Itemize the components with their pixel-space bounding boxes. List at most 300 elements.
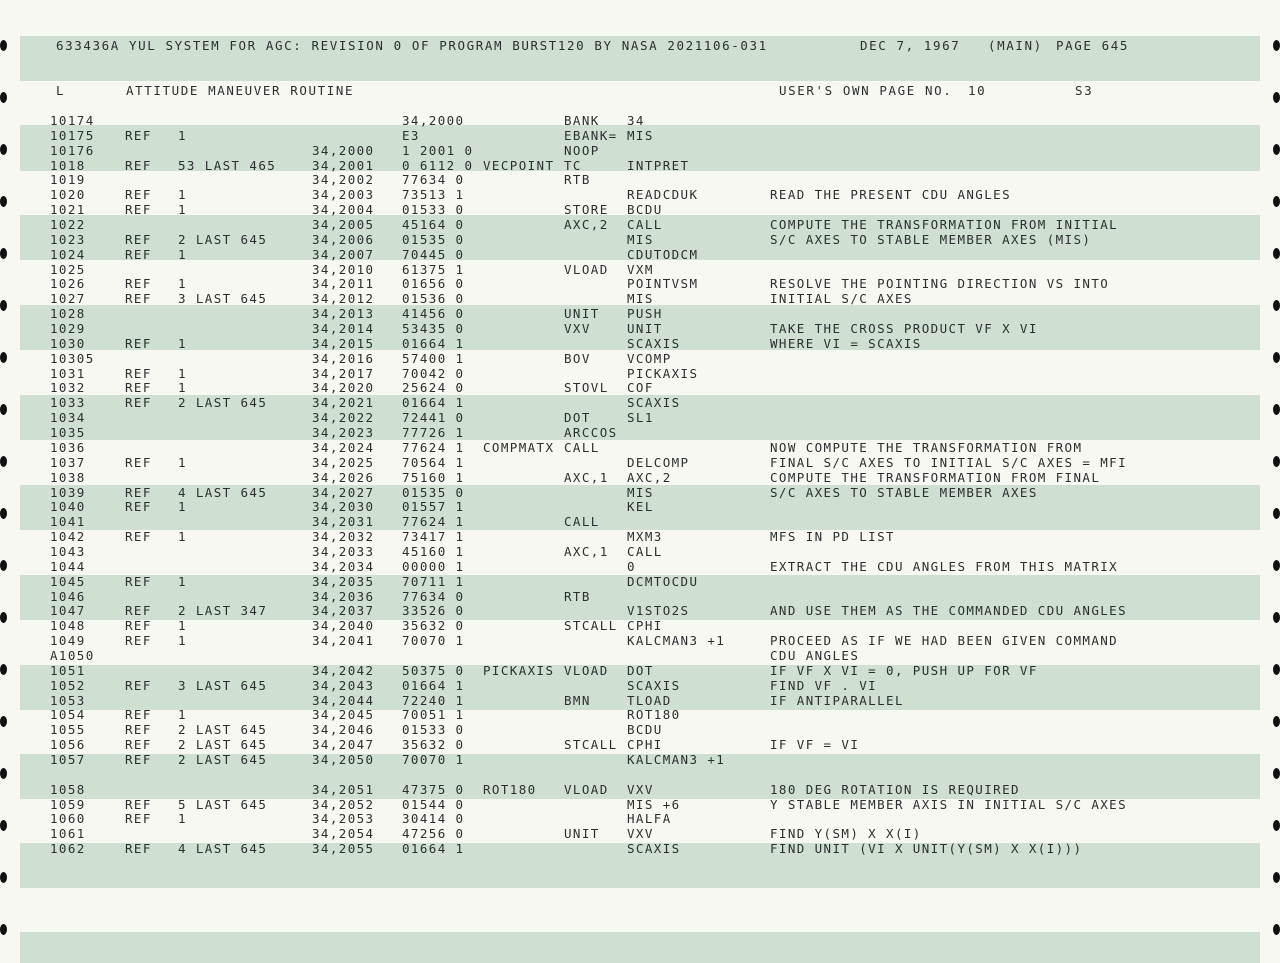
ref-marker: REF: [125, 484, 152, 500]
ref-marker: REF: [125, 677, 152, 693]
address: 34,2005: [312, 217, 375, 233]
ref-count: 2 LAST 347: [178, 603, 268, 619]
octal-word: 41456 0: [402, 306, 465, 322]
line-number: 1019: [50, 172, 86, 188]
listing-row: [0, 456, 1280, 471]
listing-row: [0, 411, 1280, 426]
line-number: 1044: [50, 558, 86, 574]
opcode: BANK: [564, 113, 600, 128]
ref-count: 4 LAST 645: [178, 484, 268, 500]
listing-row: [0, 367, 1280, 382]
operand: CDUTODCM: [627, 246, 699, 262]
operand: PICKAXIS: [627, 365, 699, 381]
comment: S/C AXES TO STABLE MEMBER AXES: [770, 484, 1038, 500]
listing-row: [0, 694, 1280, 709]
ref-count: 1: [178, 573, 187, 589]
ref-marker: REF: [125, 737, 152, 753]
header-date: DEC 7, 1967: [860, 38, 961, 53]
opcode: STCALL: [564, 618, 618, 634]
ref-count: 1: [178, 633, 187, 649]
octal-word: 77634 0: [402, 172, 465, 188]
line-number: 1057: [50, 751, 86, 767]
address: 34,2017: [312, 365, 375, 381]
line-number: 1039: [50, 484, 86, 500]
line-number: 1029: [50, 321, 86, 337]
address: 34,2031: [312, 514, 375, 530]
opcode: ARCCOS: [564, 425, 618, 441]
octal-word: 61375 1: [402, 261, 465, 277]
ref-marker: REF: [125, 618, 152, 634]
comment: RESOLVE THE POINTING DIRECTION VS INTO: [770, 276, 1110, 292]
address: 34,2011: [312, 276, 375, 292]
operand: UNIT: [627, 321, 663, 337]
octal-word: 01664 1: [402, 677, 465, 693]
address: 34,2014: [312, 321, 375, 337]
operand: 0: [627, 558, 636, 574]
line-number: 1042: [50, 529, 86, 545]
operand: DOT: [627, 662, 654, 678]
address: 34,2010: [312, 261, 375, 277]
octal-word: 72240 1: [402, 692, 465, 708]
comment: FIND UNIT (VI X UNIT(Y(SM) X X(I))): [770, 841, 1083, 857]
listing-row: [0, 753, 1280, 768]
symbol-label: COMPMATX: [483, 439, 555, 455]
listing-row: [0, 679, 1280, 694]
address: 34,2033: [312, 543, 375, 559]
listing-row: [0, 277, 1280, 292]
octal-word: 77634 0: [402, 588, 465, 604]
octal-word: 77624 1: [402, 439, 465, 455]
octal-word: 70711 1: [402, 573, 465, 589]
ref-marker: REF: [125, 499, 152, 515]
opcode: BOV: [564, 350, 591, 366]
line-number: A1050: [50, 647, 95, 663]
listing-row: [0, 203, 1280, 218]
listing-row: [0, 604, 1280, 619]
line-number: 1048: [50, 618, 86, 634]
line-number: 10176: [50, 142, 95, 158]
listing-row: [0, 812, 1280, 827]
user-page-number: 10: [968, 83, 987, 98]
ref-count: 3 LAST 645: [178, 677, 268, 693]
operand: KEL: [627, 499, 654, 515]
paper-band: [20, 932, 1260, 963]
line-number: 1020: [50, 187, 86, 203]
operand: ROT180: [627, 707, 681, 723]
octal-word: 53435 0: [402, 321, 465, 337]
user-page-label: USER'S OWN PAGE NO.: [779, 83, 953, 98]
line-number: 1051: [50, 662, 86, 678]
symbol-label: ROT180: [483, 781, 537, 797]
listing-row: [0, 486, 1280, 501]
ref-marker: REF: [125, 157, 152, 173]
octal-word: 0 6112 0: [402, 157, 474, 173]
octal-word: 01557 1: [402, 499, 465, 515]
comment: CDU ANGLES: [770, 647, 860, 663]
ref-count: 5 LAST 645: [178, 796, 268, 812]
opcode: VLOAD: [564, 261, 609, 277]
octal-word: 77624 1: [402, 514, 465, 530]
listing-row: [0, 159, 1280, 174]
ref-count: 2 LAST 645: [178, 722, 268, 738]
line-number: 1021: [50, 202, 86, 218]
octal-word: 57400 1: [402, 350, 465, 366]
address: 34,2012: [312, 291, 375, 307]
comment: IF ANTIPARALLEL: [770, 692, 904, 708]
opcode: CALL: [564, 514, 600, 530]
listing-row: [0, 634, 1280, 649]
operand: CALL: [627, 217, 663, 233]
address: 34,2030: [312, 499, 375, 515]
line-number: 1040: [50, 499, 86, 515]
ref-marker: REF: [125, 633, 152, 649]
address: 34,2053: [312, 811, 375, 827]
listing-row: [0, 471, 1280, 486]
octal-word: 70564 1: [402, 454, 465, 470]
ref-marker: REF: [125, 707, 152, 723]
line-number: 1058: [50, 781, 86, 797]
header-main: (MAIN): [988, 38, 1043, 53]
routine-title: ATTITUDE MANEUVER ROUTINE: [126, 83, 355, 98]
line-number: 1055: [50, 722, 86, 738]
address: 34,2004: [312, 202, 375, 218]
line-number: 1059: [50, 796, 86, 812]
comment: NOW COMPUTE THE TRANSFORMATION FROM: [770, 439, 1083, 455]
line-number: 1052: [50, 677, 86, 693]
address: 34,2052: [312, 796, 375, 812]
octal-word: 35632 0: [402, 737, 465, 753]
operand: VCOMP: [627, 350, 672, 366]
octal-word: 70051 1: [402, 707, 465, 723]
operand: MIS: [627, 484, 654, 500]
ref-marker: REF: [125, 380, 152, 396]
line-number: 1041: [50, 514, 86, 530]
comment: 180 DEG ROTATION IS REQUIRED: [770, 781, 1020, 797]
ref-marker: REF: [125, 365, 152, 381]
ref-count: 1: [178, 246, 187, 262]
line-number: 1031: [50, 365, 86, 381]
listing-row: [0, 649, 1280, 664]
operand: COF: [627, 380, 654, 396]
octal-word: 34,2000: [402, 113, 465, 128]
octal-word: 70070 1: [402, 751, 465, 767]
line-number: 1028: [50, 306, 86, 322]
opcode: DOT: [564, 410, 591, 426]
address: 34,2035: [312, 573, 375, 589]
ref-marker: REF: [125, 722, 152, 738]
comment: COMPUTE THE TRANSFORMATION FROM FINAL: [770, 469, 1101, 485]
operand: MXM3: [627, 529, 663, 545]
opcode: VXV: [564, 321, 591, 337]
ref-count: 1: [178, 365, 187, 381]
operand: MIS: [627, 291, 654, 307]
line-number: 1054: [50, 707, 86, 723]
line-number: 1047: [50, 603, 86, 619]
line-number: 10305: [50, 350, 95, 366]
operand: CPHI: [627, 618, 663, 634]
operand: SCAXIS: [627, 395, 681, 411]
ref-count: 2 LAST 645: [178, 231, 268, 247]
address: 34,2022: [312, 410, 375, 426]
line-number: 1023: [50, 231, 86, 247]
address: 34,2036: [312, 588, 375, 604]
address: 34,2032: [312, 529, 375, 545]
opcode: VLOAD: [564, 662, 609, 678]
line-number: 1061: [50, 826, 86, 842]
ref-count: 1: [178, 380, 187, 396]
octal-word: 01664 1: [402, 395, 465, 411]
comment: INITIAL S/C AXES: [770, 291, 913, 307]
comment: COMPUTE THE TRANSFORMATION FROM INITIAL: [770, 217, 1119, 233]
line-number: 1062: [50, 841, 86, 857]
listing-row: [0, 173, 1280, 188]
address: 34,2013: [312, 306, 375, 322]
operand: SL1: [627, 410, 654, 426]
line-number: 1038: [50, 469, 86, 485]
line-number: 1024: [50, 246, 86, 262]
listing-row: [0, 842, 1280, 857]
operand: PUSH: [627, 306, 663, 322]
operand: MIS: [627, 231, 654, 247]
listing-row: [0, 381, 1280, 396]
octal-word: 45160 1: [402, 543, 465, 559]
octal-word: 47256 0: [402, 826, 465, 842]
address: 34,2026: [312, 469, 375, 485]
address: 34,2040: [312, 618, 375, 634]
line-number: 1049: [50, 633, 86, 649]
line-number: 1046: [50, 588, 86, 604]
octal-word: 33526 0: [402, 603, 465, 619]
listing-row: [0, 337, 1280, 352]
listing-row: [0, 144, 1280, 159]
ref-marker: REF: [125, 529, 152, 545]
operand: CPHI: [627, 737, 663, 753]
opcode: AXC,2: [564, 217, 609, 233]
octal-word: 25624 0: [402, 380, 465, 396]
ref-count: 1: [178, 202, 187, 218]
operand: MIS: [627, 127, 654, 143]
operand: MIS +6: [627, 796, 681, 812]
operand: SCAXIS: [627, 335, 681, 351]
operand: SCAXIS: [627, 677, 681, 693]
line-number: 10175: [50, 127, 95, 143]
octal-word: 70445 0: [402, 246, 465, 262]
operand: READCDUK: [627, 187, 699, 203]
opcode: STORE: [564, 202, 609, 218]
listing-row: [0, 441, 1280, 456]
octal-word: 01535 0: [402, 484, 465, 500]
address: 34,2015: [312, 335, 375, 351]
operand: VXV: [627, 781, 654, 797]
line-number: 1018: [50, 157, 86, 173]
opcode: EBANK=: [564, 127, 618, 143]
address: 34,2055: [312, 841, 375, 857]
ref-count: 1: [178, 127, 187, 143]
ref-marker: REF: [125, 811, 152, 827]
address: 34,2020: [312, 380, 375, 396]
address: 34,2041: [312, 633, 375, 649]
octal-word: 01536 0: [402, 291, 465, 307]
listing-row: [0, 590, 1280, 605]
listing-row: [0, 798, 1280, 813]
ref-marker: REF: [125, 202, 152, 218]
operand: BCDU: [627, 202, 663, 218]
address: 34,2000: [312, 142, 375, 158]
listing-row: [0, 500, 1280, 515]
octal-word: 00000 1: [402, 558, 465, 574]
operand: DELCOMP: [627, 454, 690, 470]
line-number: 1035: [50, 425, 86, 441]
line-number: 10174: [50, 113, 95, 128]
listing-row: [0, 248, 1280, 263]
line-number: 1030: [50, 335, 86, 351]
operand: VXV: [627, 826, 654, 842]
comment: FIND Y(SM) X X(I): [770, 826, 922, 842]
line-number: 1025: [50, 261, 86, 277]
octal-word: 77726 1: [402, 425, 465, 441]
opcode: NOOP: [564, 142, 600, 158]
operand: SCAXIS: [627, 841, 681, 857]
address: 34,2006: [312, 231, 375, 247]
listing-row: [0, 233, 1280, 248]
comment: Y STABLE MEMBER AXIS IN INITIAL S/C AXES: [770, 796, 1128, 812]
octal-word: 72441 0: [402, 410, 465, 426]
line-number: 1056: [50, 737, 86, 753]
operand: BCDU: [627, 722, 663, 738]
address: 34,2037: [312, 603, 375, 619]
header-page: PAGE 645: [1056, 38, 1130, 53]
line-number: 1026: [50, 276, 86, 292]
listing-row: [0, 426, 1280, 441]
octal-word: 70070 1: [402, 633, 465, 649]
listing-row: [0, 129, 1280, 144]
line-number: 1022: [50, 217, 86, 233]
listing-row: [0, 708, 1280, 723]
ref-marker: REF: [125, 335, 152, 351]
ref-count: 1: [178, 499, 187, 515]
comment: READ THE PRESENT CDU ANGLES: [770, 187, 1011, 203]
address: 34,2054: [312, 826, 375, 842]
listing-row: [0, 218, 1280, 233]
octal-word: 01533 0: [402, 202, 465, 218]
listing-row: [0, 575, 1280, 590]
comment: FIND VF . VI: [770, 677, 878, 693]
ref-marker: REF: [125, 454, 152, 470]
ref-marker: REF: [125, 603, 152, 619]
listing-row: [0, 263, 1280, 278]
address: 34,2027: [312, 484, 375, 500]
opcode: AXC,1: [564, 543, 609, 559]
opcode: STCALL: [564, 737, 618, 753]
ref-marker: REF: [125, 231, 152, 247]
listing-row: [0, 352, 1280, 367]
ref-count: 4 LAST 645: [178, 841, 268, 857]
opcode: AXC,1: [564, 469, 609, 485]
address: 34,2002: [312, 172, 375, 188]
ref-marker: REF: [125, 573, 152, 589]
octal-word: 01544 0: [402, 796, 465, 812]
listing-row: [0, 560, 1280, 575]
listing-row: [0, 783, 1280, 798]
opcode: TC: [564, 157, 582, 173]
comment: TAKE THE CROSS PRODUCT VF X VI: [770, 321, 1038, 337]
address: 34,2024: [312, 439, 375, 455]
ref-count: 53 LAST 465: [178, 157, 277, 173]
comment: IF VF X VI = 0, PUSH UP FOR VF: [770, 662, 1038, 678]
ref-marker: REF: [125, 276, 152, 292]
octal-word: 50375 0: [402, 662, 465, 678]
opcode: STOVL: [564, 380, 609, 396]
section-code: S3: [1075, 83, 1094, 98]
line-number: 1060: [50, 811, 86, 827]
comment: MFS IN PD LIST: [770, 529, 895, 545]
line-number: 1036: [50, 439, 86, 455]
operand: KALCMAN3 +1: [627, 633, 726, 649]
address: 34,2042: [312, 662, 375, 678]
opcode: UNIT: [564, 306, 600, 322]
operand: 34: [627, 113, 645, 128]
octal-word: 73513 1: [402, 187, 465, 203]
opcode: VLOAD: [564, 781, 609, 797]
ref-count: 1: [178, 276, 187, 292]
operand: POINTVSM: [627, 276, 699, 292]
listing-row: [0, 322, 1280, 337]
listing-row: [0, 664, 1280, 679]
listing-row: [0, 530, 1280, 545]
comment: S/C AXES TO STABLE MEMBER AXES (MIS): [770, 231, 1092, 247]
address: 34,2047: [312, 737, 375, 753]
ref-count: 1: [178, 811, 187, 827]
listing-row: [0, 515, 1280, 530]
address: 34,2007: [312, 246, 375, 262]
line-number: 1034: [50, 410, 86, 426]
line-number: 1033: [50, 395, 86, 411]
ref-count: 1: [178, 707, 187, 723]
listing-row: [0, 545, 1280, 560]
ref-marker: REF: [125, 841, 152, 857]
ref-marker: REF: [125, 291, 152, 307]
symbol-label: VECPOINT: [483, 157, 555, 173]
address: 34,2045: [312, 707, 375, 723]
listing-row: [0, 307, 1280, 322]
address: 34,2016: [312, 350, 375, 366]
operand: HALFA: [627, 811, 672, 827]
opcode: RTB: [564, 588, 591, 604]
ref-marker: REF: [125, 395, 152, 411]
comment: FINAL S/C AXES TO INITIAL S/C AXES = MFI: [770, 454, 1128, 470]
listing-row: [0, 396, 1280, 411]
ref-count: 1: [178, 618, 187, 634]
octal-word: 30414 0: [402, 811, 465, 827]
ref-count: 1: [178, 335, 187, 351]
opcode: BMN: [564, 692, 591, 708]
comment: IF VF = VI: [770, 737, 860, 753]
operand: DCMTOCDU: [627, 573, 699, 589]
listing-row: [0, 619, 1280, 634]
ref-count: 1: [178, 454, 187, 470]
octal-word: 01664 1: [402, 841, 465, 857]
line-number: 1045: [50, 573, 86, 589]
line-number: 1053: [50, 692, 86, 708]
operand: VXM: [627, 261, 654, 277]
listing-row: [0, 827, 1280, 842]
listing-row: [0, 738, 1280, 753]
operand: TLOAD: [627, 692, 672, 708]
octal-word: 45164 0: [402, 217, 465, 233]
line-number: 1032: [50, 380, 86, 396]
ref-count: 2 LAST 645: [178, 737, 268, 753]
octal-word: 75160 1: [402, 469, 465, 485]
